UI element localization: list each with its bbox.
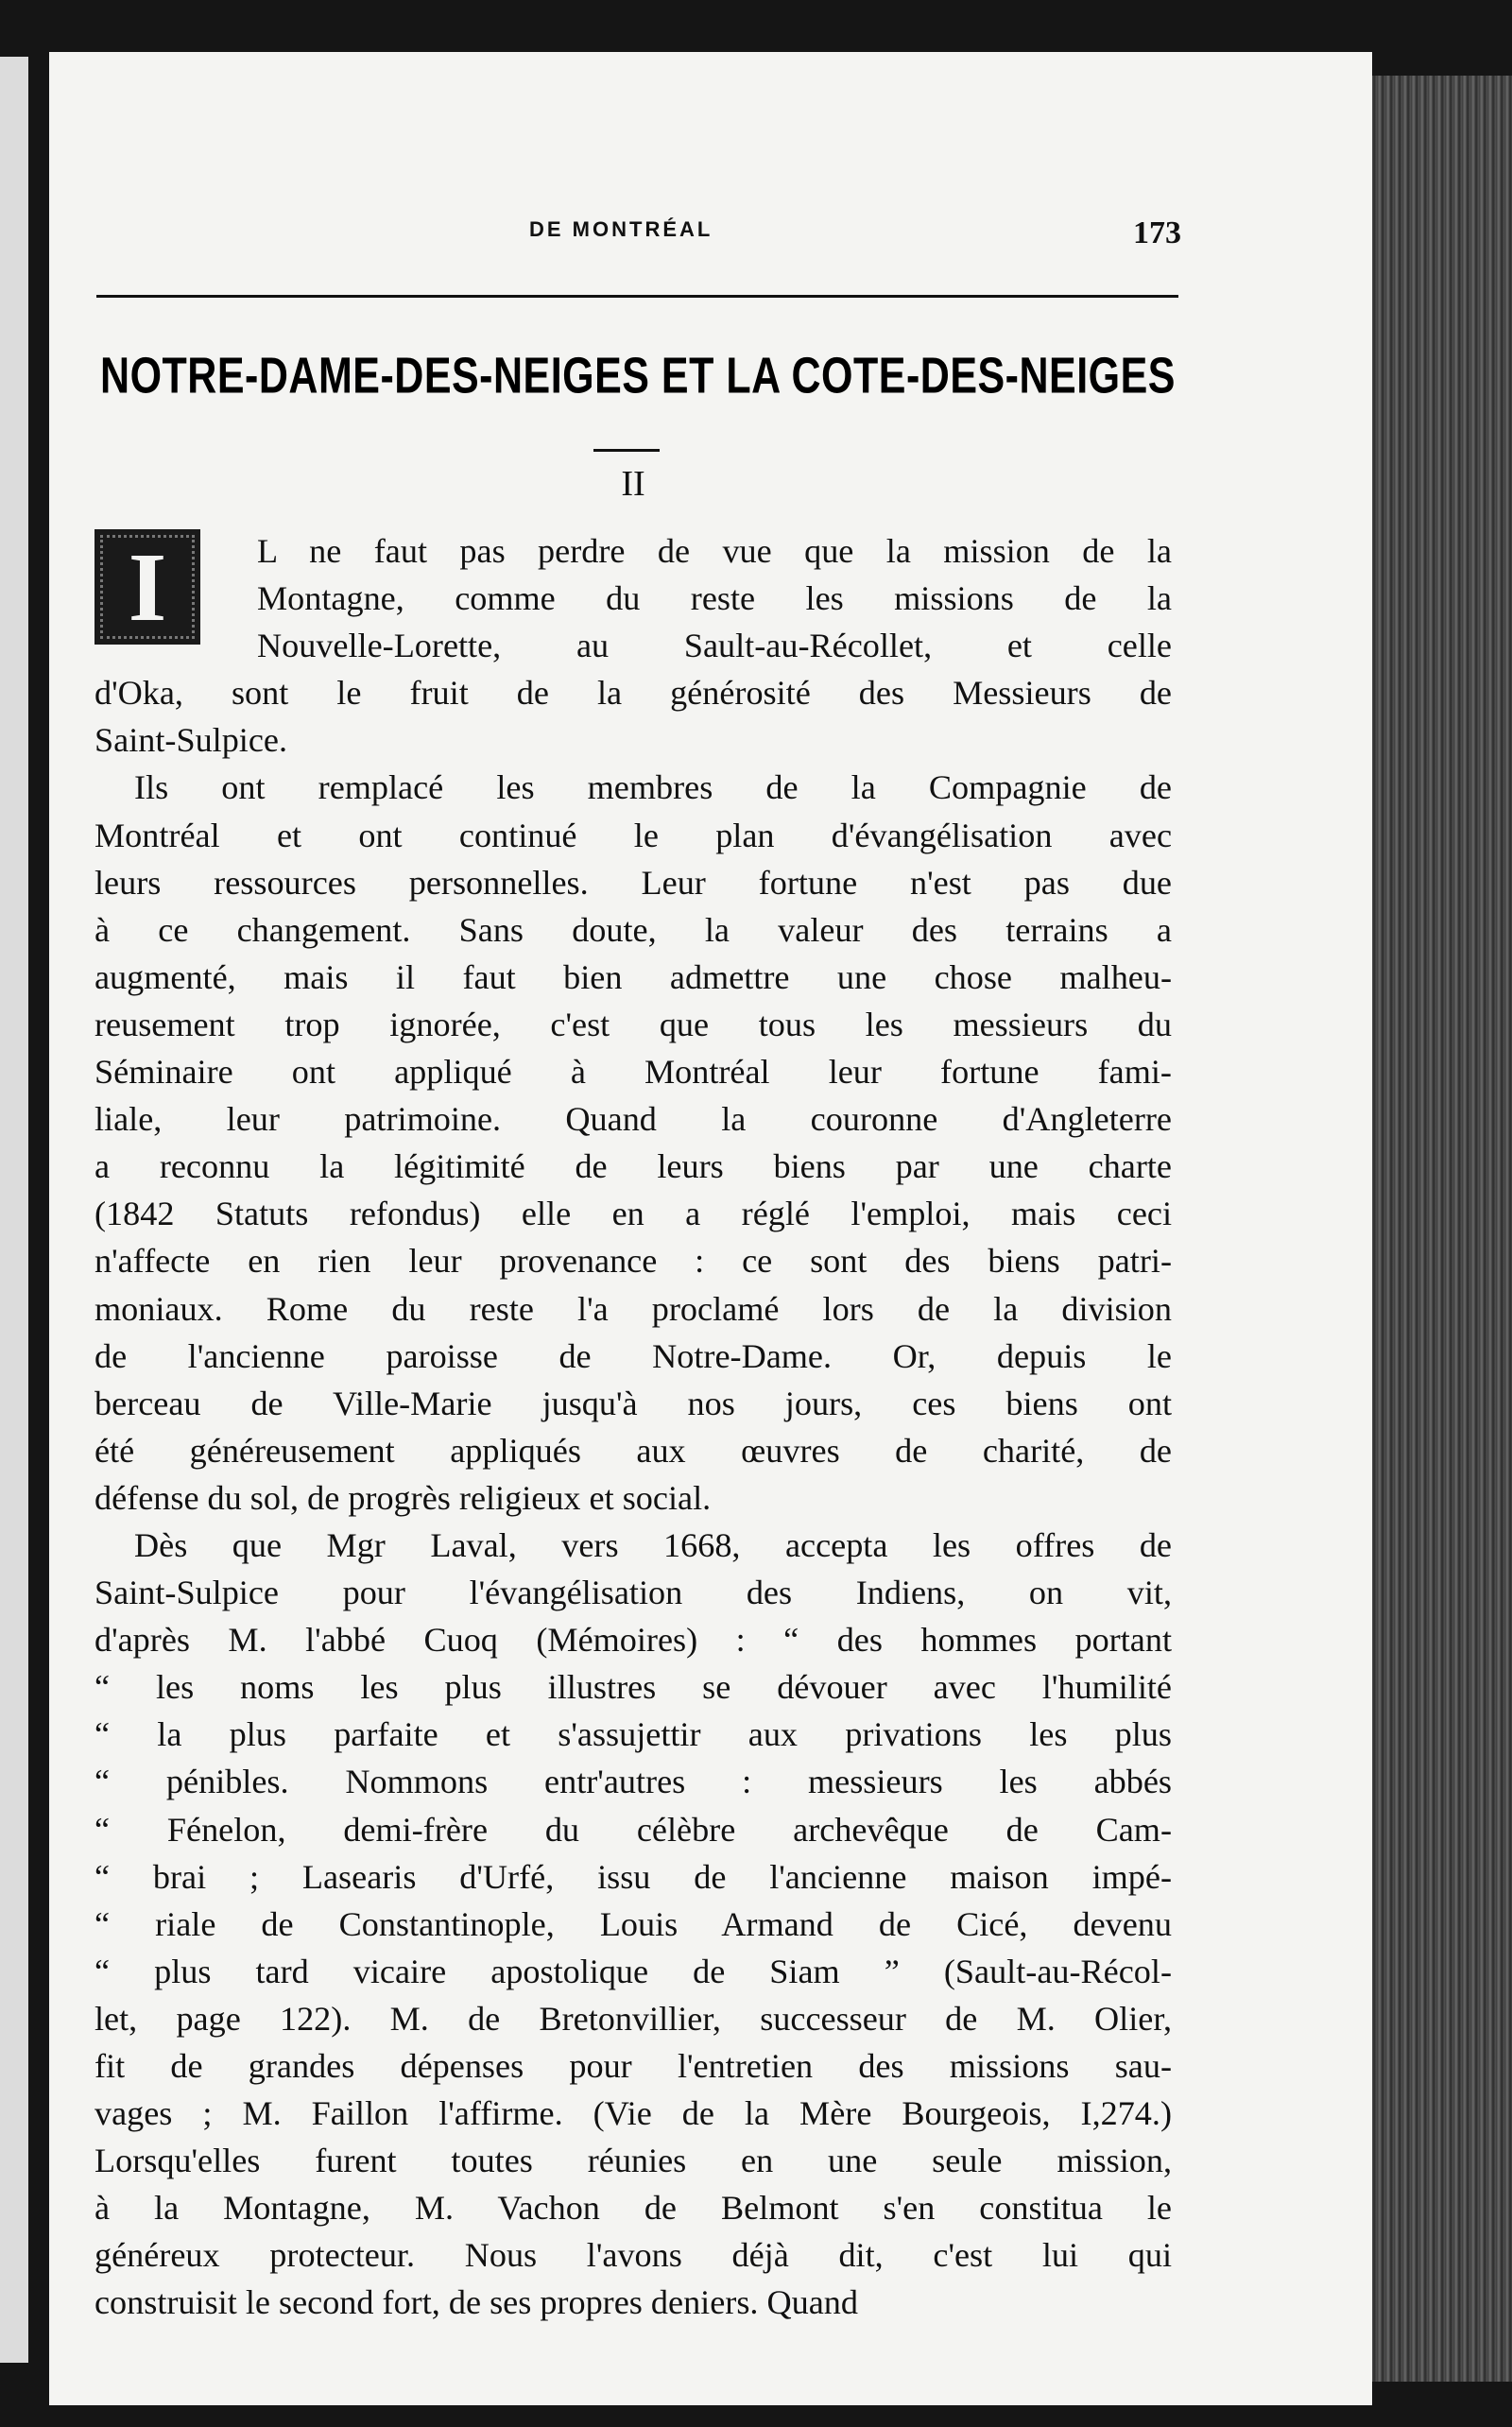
text-line: Lorsqu'elles furent toutes réunies en une seule mission, xyxy=(94,2142,1172,2180)
text-line: vages ; M. Faillon l'affirme. (Vie de la Mère Bourgeois, I,274.) xyxy=(94,2094,1172,2133)
text-line: “ pénibles. Nommons entr'autres : messieurs les abbés xyxy=(94,1763,1172,1801)
text-line: à la Montagne, M. Vachon de Belmont s'en constitua le xyxy=(94,2189,1172,2228)
text-line: Saint-Sulpice. xyxy=(94,721,288,760)
text-line: été généreusement appliqués aux œuvres de charité, de xyxy=(94,1431,1172,1470)
text-line: d'après M. l'abbé Cuoq (Mémoires) : “ des hommes portant xyxy=(94,1621,1172,1660)
text-line: Nouvelle-Lorette, au Sault-au-Récollet, et celle xyxy=(257,627,1172,665)
header-rule xyxy=(96,295,1178,298)
text-line: let, page 122). M. de Bretonvillier, successeur de M. Olier, xyxy=(94,1999,1172,2038)
dropcap-letter: I xyxy=(128,532,167,642)
facing-page-edge xyxy=(0,57,28,2363)
title-rule xyxy=(593,449,660,452)
body-text xyxy=(94,527,1172,2327)
section-number: II xyxy=(621,464,645,504)
text-line: Dès que Mgr Laval, vers 1668, accepta les offres de xyxy=(134,1525,1172,1564)
text-line: “ brai ; Lasearis d'Urfé, issu de l'ancienne maison impé- xyxy=(94,1857,1172,1896)
page-number: 173 xyxy=(1133,215,1181,250)
text-line: construisit le second fort, de ses propres deniers. Quand xyxy=(94,2283,858,2322)
text-line: moniaux. Rome du reste l'a proclamé lors de la division xyxy=(94,1289,1172,1328)
text-line: (1842 Statuts refondus) elle en a réglé l'emploi, mais ceci xyxy=(94,1195,1172,1233)
page-stack-edge xyxy=(1351,76,1512,2382)
text-line: L ne faut pas perdre de vue que la mission de la xyxy=(257,532,1172,570)
text-line: généreux protecteur. Nous l'avons déjà dit, c'est lui qui xyxy=(94,2236,1172,2275)
text-line: de l'ancienne paroisse de Notre-Dame. Or, depuis le xyxy=(94,1336,1172,1375)
text-line: leurs ressources personnelles. Leur fortune n'est pas due xyxy=(94,863,1172,902)
text-line: Saint-Sulpice pour l'évangélisation des Indiens, on vit, xyxy=(94,1574,1172,1612)
text-line: “ Fénelon, demi-frère du célèbre archevêque de Cam- xyxy=(94,1810,1172,1849)
chapter-title: NOTRE-DAME-DES-NEIGES ET LA COTE-DES-NEIGES xyxy=(100,348,1176,404)
text-line: “ plus tard vicaire apostolique de Siam ” (Sault-au-Récol- xyxy=(94,1952,1172,1990)
running-header: DE MONTRÉAL xyxy=(529,217,713,241)
text-line: défense du sol, de progrès religieux et social. xyxy=(94,1478,712,1517)
text-line: berceau de Ville-Marie jusqu'à nos jours, ces biens ont xyxy=(94,1384,1172,1422)
text-line: Ils ont remplacé les membres de la Compagnie de xyxy=(134,768,1172,807)
text-line: n'affecte en rien leur provenance : ce sont des biens patri- xyxy=(94,1242,1172,1281)
paragraph-2 xyxy=(94,764,1172,1522)
text-line: augmenté, mais il faut bien admettre une chose malheu- xyxy=(94,957,1172,996)
text-line: Montagne, comme du reste les missions de la xyxy=(257,579,1172,618)
text-line: liale, leur patrimoine. Quand la couronne d'Angleterre xyxy=(94,1100,1172,1139)
text-line: “ riale de Constantinople, Louis Armand de Cicé, devenu xyxy=(94,1904,1172,1943)
text-line: reusement trop ignorée, c'est que tous les messieurs du xyxy=(94,1005,1172,1043)
text-line: a reconnu la légitimité de leurs biens par une charte xyxy=(94,1147,1172,1186)
text-line: “ les noms les plus illustres se dévouer avec l'humilité xyxy=(94,1668,1172,1707)
text-line: “ la plus parfaite et s'assujettir aux privations les plus xyxy=(94,1715,1172,1754)
text-line: à ce changement. Sans doute, la valeur des terrains a xyxy=(94,910,1172,949)
text-line: d'Oka, sont le fruit de la générosité des Messieurs de xyxy=(94,674,1172,713)
text-line: Séminaire ont appliqué à Montréal leur fortune fami- xyxy=(94,1053,1172,1092)
text-line: fit de grandes dépenses pour l'entretien des missions sau- xyxy=(94,2047,1172,2085)
text-line: Montréal et ont continué le plan d'évangélisation avec xyxy=(94,816,1172,854)
paragraph-1 xyxy=(94,527,1172,764)
paragraph-3 xyxy=(94,1522,1172,2327)
